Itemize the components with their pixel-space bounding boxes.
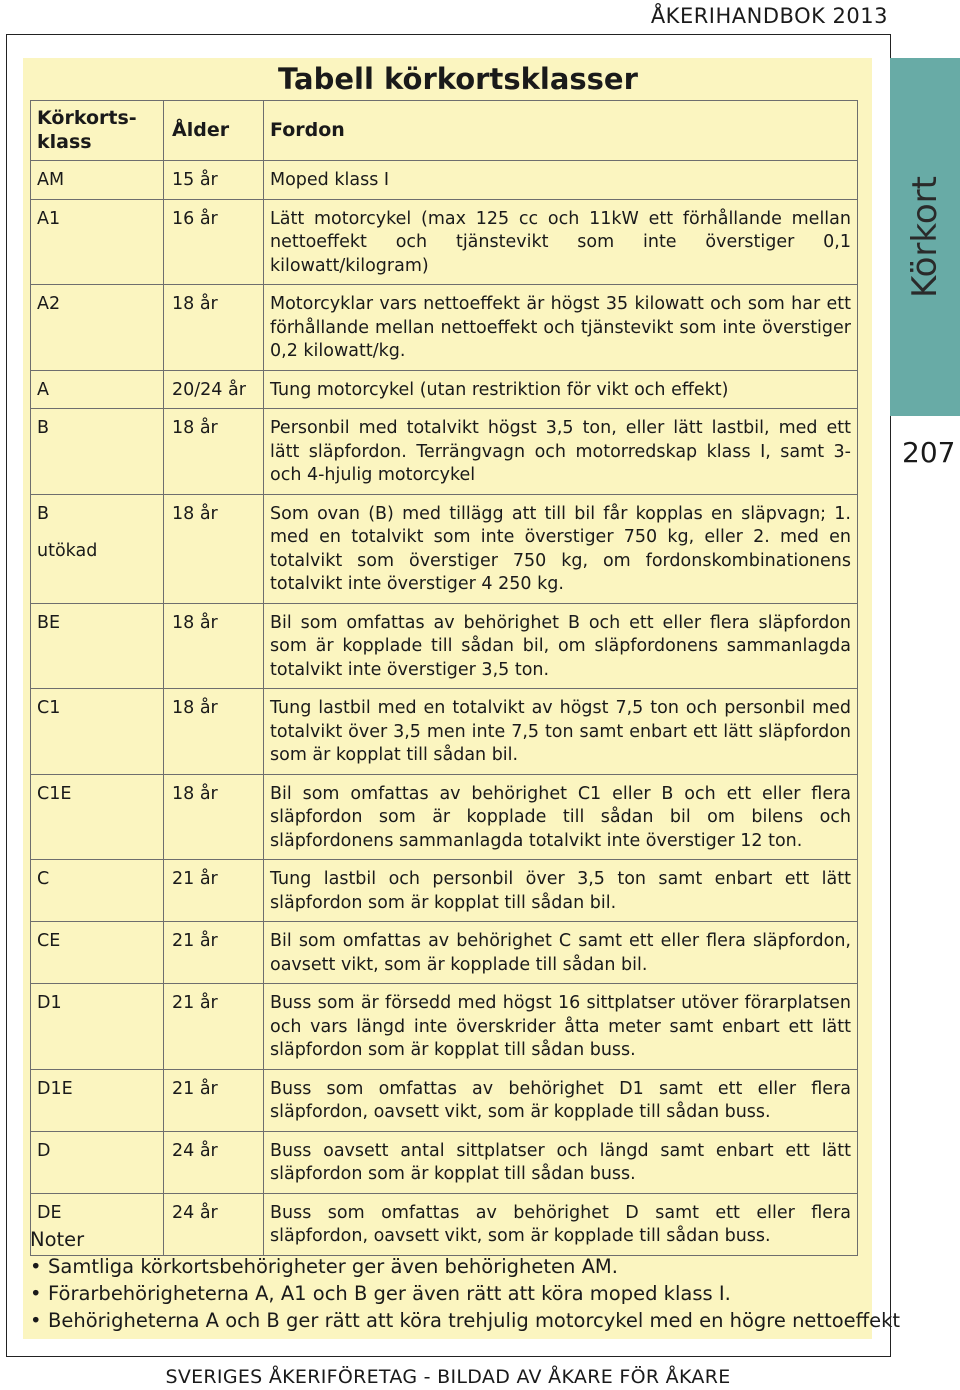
table-row bbox=[31, 370, 858, 409]
table-row bbox=[31, 1069, 858, 1131]
klass-label: D1 bbox=[37, 993, 62, 1013]
page-number: 207 bbox=[902, 436, 956, 469]
table-row bbox=[31, 689, 858, 775]
cell-klass bbox=[31, 285, 164, 371]
cell-fordon: Buss oavsett antal sittplatser och längd samt enbart ett lätt släpfordon som är kopplat till sådan buss. bbox=[264, 1131, 858, 1193]
cell-klass bbox=[31, 1069, 164, 1131]
cell-klass bbox=[31, 370, 164, 409]
klass-label: B bbox=[37, 503, 50, 524]
klass-label: C1 bbox=[37, 698, 61, 718]
cell-fordon: Bil som omfattas av behörighet B och ett eller flera släpfordon som är kopplade till sådan bil, om släpfordonens sammanlagda totalvikt inte överstiger 3,5 ton. bbox=[264, 603, 858, 689]
notes bbox=[30, 1226, 900, 1334]
header-alder: Ålder bbox=[164, 101, 264, 161]
license-class-table bbox=[30, 100, 858, 1256]
cell-alder: 24 år bbox=[164, 1193, 264, 1255]
cell-fordon: Tung lastbil med en totalvikt av högst 7,5 ton och personbil med totalvikt över 3,5 men inte 7,5 ton samt enbart ett lätt släpfordon som är kopplat till sådan bil. bbox=[264, 689, 858, 775]
cell-alder: 21 år bbox=[164, 860, 264, 922]
klass-label: B bbox=[37, 418, 50, 438]
klass-label: D1E bbox=[37, 1078, 73, 1099]
klass-label: CE bbox=[37, 931, 61, 951]
cell-klass bbox=[31, 199, 164, 285]
klass-label: D bbox=[37, 1140, 51, 1161]
cell-fordon: Buss som är försedd med högst 16 sittplatser utöver förarplatsen och vars längd inte överskrider åtta meter samt enbart ett lätt släpfordon som är kopplat till sådan buss. bbox=[264, 984, 858, 1070]
table-row bbox=[31, 860, 858, 922]
cell-fordon: Buss som omfattas av behörighet D samt ett eller flera släpfordon, oavsett vikt, som är kopplade till sådan buss. bbox=[264, 1193, 858, 1255]
note-item: • Samtliga körkortsbehörigheter ger även behörigheten AM. bbox=[30, 1253, 900, 1280]
klass-label: BE bbox=[37, 612, 61, 633]
notes-heading: Noter bbox=[30, 1228, 85, 1251]
cell-klass bbox=[31, 922, 164, 984]
cell-alder: 16 år bbox=[164, 199, 264, 285]
table-row bbox=[31, 494, 858, 603]
cell-klass bbox=[31, 1131, 164, 1193]
table-row bbox=[31, 603, 858, 689]
cell-alder: 18 år bbox=[164, 494, 264, 603]
cell-fordon: Motorcyklar vars nettoeffekt är högst 35 kilowatt och som har ett förhållande mellan nettoeffekt och tjänstevikt som inte överstiger 0,2 kilowatt/kg. bbox=[264, 285, 858, 371]
cell-alder: 18 år bbox=[164, 689, 264, 775]
table-row bbox=[31, 409, 858, 495]
cell-klass bbox=[31, 494, 164, 603]
side-tab-label: Körkort bbox=[905, 176, 946, 298]
cell-alder: 24 år bbox=[164, 1131, 264, 1193]
cell-fordon: Moped klass I bbox=[264, 161, 858, 200]
cell-alder: 18 år bbox=[164, 409, 264, 495]
klass-sublabel: utökad bbox=[37, 541, 98, 561]
table-row bbox=[31, 922, 858, 984]
table-row bbox=[31, 1131, 858, 1193]
cell-klass bbox=[31, 603, 164, 689]
cell-alder: 21 år bbox=[164, 984, 264, 1070]
cell-alder: 20/24 år bbox=[164, 370, 264, 409]
cell-klass bbox=[31, 409, 164, 495]
table-row bbox=[31, 285, 858, 371]
header-fordon: Fordon bbox=[264, 101, 858, 161]
cell-klass bbox=[31, 161, 164, 200]
notes-list bbox=[30, 1253, 900, 1334]
klass-label: C1E bbox=[37, 783, 72, 804]
cell-alder: 18 år bbox=[164, 603, 264, 689]
klass-label: AM bbox=[37, 170, 65, 190]
klass-label: A bbox=[37, 379, 49, 400]
cell-klass bbox=[31, 774, 164, 860]
table-row bbox=[31, 774, 858, 860]
cell-fordon: Tung lastbil och personbil över 3,5 ton samt enbart ett lätt släpfordon som är kopplat till sådan bil. bbox=[264, 860, 858, 922]
cell-fordon: Lätt motorcykel (max 125 cc och 11kW ett förhållande mellan nettoeffekt och tjänstevikt som inte överstiger 0,1 kilowatt/kilogram) bbox=[264, 199, 858, 285]
side-tab-label-wrap bbox=[890, 58, 960, 416]
cell-fordon: Tung motorcykel (utan restriktion för vikt och effekt) bbox=[264, 370, 858, 409]
cell-alder: 21 år bbox=[164, 1069, 264, 1131]
cell-klass bbox=[31, 689, 164, 775]
klass-label: A1 bbox=[37, 208, 61, 229]
table-row bbox=[31, 984, 858, 1070]
note-item: • Förarbehörigheterna A, A1 och B ger även rätt att köra moped klass I. bbox=[30, 1280, 900, 1307]
klass-label: C bbox=[37, 869, 50, 889]
cell-fordon: Buss som omfattas av behörighet D1 samt ett eller flera släpfordon, oavsett vikt, som är kopplade till sådan buss. bbox=[264, 1069, 858, 1131]
cell-fordon: Bil som omfattas av behörighet C1 eller B och ett eller flera släpfordon som är kopplade till sådan bil om bilens och släpfordonens sammanlagda totalvikt inte överstiger 12 ton. bbox=[264, 774, 858, 860]
table-row bbox=[31, 161, 858, 200]
cell-alder: 18 år bbox=[164, 285, 264, 371]
table-row bbox=[31, 199, 858, 285]
cell-fordon: Bil som omfattas av behörighet C samt ett eller flera släpfordon, oavsett vikt, som är kopplade till sådan bil. bbox=[264, 922, 858, 984]
cell-klass bbox=[31, 860, 164, 922]
book-title: ÅKERIHANDBOK 2013 bbox=[650, 4, 888, 28]
cell-fordon: Som ovan (B) med tillägg att till bil får kopplas en släpvagn; 1. med en totalvikt som inte överstiger 750 kg, eller 2. med en totalvikt som överstiger 750 kg, om fordonskombinationens totalvikt inte överstiger 4 250 kg. bbox=[264, 494, 858, 603]
header-klass: Körkorts-klass bbox=[31, 101, 164, 161]
page-title: Tabell körkortsklasser bbox=[278, 62, 638, 96]
klass-label: DE bbox=[37, 1202, 62, 1223]
note-item: • Behörigheterna A och B ger rätt att köra trehjulig motorcykel med en högre nettoeffekt bbox=[30, 1307, 900, 1334]
table-header-row bbox=[31, 101, 858, 161]
klass-label: A2 bbox=[37, 294, 61, 314]
cell-klass bbox=[31, 984, 164, 1070]
footer: SVERIGES ÅKERIFÖRETAG - BILDAD AV ÅKARE FÖR ÅKARE bbox=[165, 1366, 731, 1388]
cell-fordon: Personbil med totalvikt högst 3,5 ton, eller lätt lastbil, med ett lätt släpfordon. Terrängvagn och motorredskap klass I, samt 3- och 4-hjulig motorcykel bbox=[264, 409, 858, 495]
cell-alder: 15 år bbox=[164, 161, 264, 200]
cell-alder: 21 år bbox=[164, 922, 264, 984]
cell-alder: 18 år bbox=[164, 774, 264, 860]
